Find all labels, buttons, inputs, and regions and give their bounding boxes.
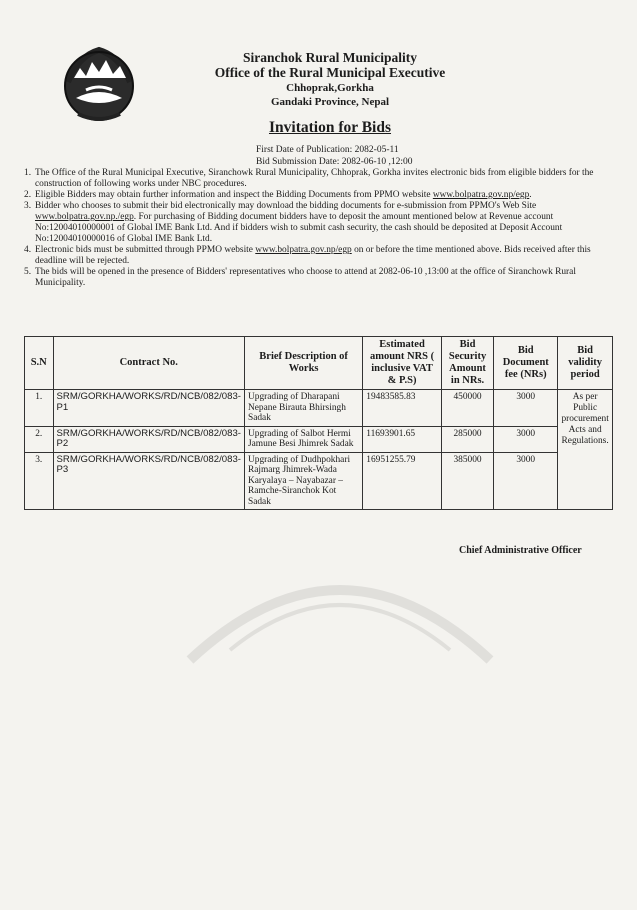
header-validity: Bid validity period bbox=[558, 337, 613, 390]
office-address: Chhoprak,Gorkha bbox=[286, 82, 374, 94]
paragraph-1 bbox=[24, 168, 609, 190]
cell-sn: 1. bbox=[25, 390, 54, 427]
paragraph-text bbox=[35, 190, 609, 201]
paragraph-text bbox=[35, 245, 609, 267]
text-segment: . bbox=[529, 190, 532, 200]
signatory-title: Chief Administrative Officer bbox=[459, 545, 582, 556]
table-header-row bbox=[25, 337, 613, 390]
cell-bid-security: 385000 bbox=[441, 452, 493, 510]
paragraph-3 bbox=[24, 201, 609, 245]
header-document-fee: Bid Document fee (NRs) bbox=[494, 337, 558, 390]
cell-bid-security: 450000 bbox=[441, 390, 493, 427]
cell-document-fee: 3000 bbox=[494, 390, 558, 427]
paragraph-number: 1. bbox=[24, 168, 32, 178]
table-row bbox=[25, 452, 613, 510]
text-segment: Electronic bids must be submitted through PPMO website bbox=[35, 245, 256, 255]
header-estimated-amount: Estimated amount NRS ( inclusive VAT & P.S) bbox=[363, 337, 442, 390]
cell-description: Upgrading of Dudhpokhari Rajmarg Jhimrek-Wada Karyalaya – Nayabazar –Ramche-Siranchok Kot Sadak bbox=[244, 452, 362, 510]
text-segment: Eligible Bidders may obtain further information and inspect the Bidding Documents from PPMO website bbox=[35, 190, 433, 200]
ppmo-link[interactable]: www.bolpatra.gov.np./egp bbox=[35, 212, 134, 222]
text-segment: Bidder who chooses to submit their bid electronically may download the bidding documents for e-submission from PPMO's Web Site bbox=[35, 201, 537, 211]
cell-validity: As per Public procurement Acts and Regulations. bbox=[558, 390, 613, 510]
cell-bid-security: 285000 bbox=[441, 426, 493, 452]
municipality-name: Siranchok Rural Municipality bbox=[242, 50, 418, 65]
table-row bbox=[25, 426, 613, 452]
government-emblem-icon bbox=[58, 42, 140, 124]
bids-table bbox=[24, 336, 613, 510]
paragraph-2 bbox=[24, 190, 609, 201]
paragraph-number: 4. bbox=[24, 245, 32, 255]
cell-sn: 3. bbox=[25, 452, 54, 510]
submission-date: Bid Submission Date: 2082-06-10 ,12:00 bbox=[256, 156, 413, 167]
office-header bbox=[150, 50, 510, 109]
cell-document-fee: 3000 bbox=[494, 452, 558, 510]
paragraph-number: 3. bbox=[24, 201, 32, 211]
notice-paragraphs bbox=[24, 168, 609, 289]
paragraph-text: The Office of the Rural Municipal Executive, Siranchowk Rural Municipality, Chhoprak, Gorkha invites electronic bids from eligible bidders for the construction of following works under NBC procedures. bbox=[35, 168, 594, 189]
cell-document-fee: 3000 bbox=[494, 426, 558, 452]
cell-contract: SRM/GORKHA/WORKS/RD/NCB/082/083-P1 bbox=[53, 390, 244, 427]
cell-description: Upgrading of Salbot Hermi Jamune Besi Jhimrek Sadak bbox=[244, 426, 362, 452]
paragraph-number: 5. bbox=[24, 267, 32, 277]
header-description: Brief Description of Works bbox=[244, 337, 362, 390]
text-segment: . For purchasing of Bidding document bidders have to deposit the amount mentioned below at Revenue account No:12004010000001 of Global IME Bank Ltd. And if bidders wish to submit cash security, the cash should be deposited at Deposit Account No:12004010000016 of Global IME Bank Ltd. bbox=[35, 212, 563, 244]
paragraph-5 bbox=[24, 267, 609, 289]
cell-estimated-amount: 16951255.79 bbox=[363, 452, 442, 510]
watermark-emblem-icon bbox=[170, 540, 510, 680]
cell-sn: 2. bbox=[25, 426, 54, 452]
cell-contract: SRM/GORKHA/WORKS/RD/NCB/082/083-P3 bbox=[53, 452, 244, 510]
cell-contract: SRM/GORKHA/WORKS/RD/NCB/082/083-P2 bbox=[53, 426, 244, 452]
table-row bbox=[25, 390, 613, 427]
paragraph-number: 2. bbox=[24, 190, 32, 200]
office-province: Gandaki Province, Nepal bbox=[270, 96, 390, 108]
paragraph-4 bbox=[24, 245, 609, 267]
text-segment: on or before the time mentioned above. Bids received after this deadline will be rejected. bbox=[35, 245, 591, 266]
cell-estimated-amount: 19483585.83 bbox=[363, 390, 442, 427]
cell-description: Upgrading of Dharapani Nepane Birauta Bhirsingh Sadak bbox=[244, 390, 362, 427]
header-contract: Contract No. bbox=[53, 337, 244, 390]
header-sn: S.N bbox=[25, 337, 54, 390]
ppmo-link[interactable]: www.bolpatra.gov.np/egp bbox=[255, 245, 352, 255]
office-name: Office of the Rural Municipal Executive bbox=[214, 65, 446, 80]
paragraph-text: The bids will be opened in the presence of Bidders' representatives who choose to attend at 2082-06-10 ,13:00 at the office of Siranchowk Rural Municipality. bbox=[35, 267, 576, 288]
paragraph-text bbox=[35, 201, 609, 245]
notice-title: Invitation for Bids bbox=[268, 119, 392, 136]
cell-estimated-amount: 11693901.65 bbox=[363, 426, 442, 452]
header-bid-security: Bid Security Amount in NRs. bbox=[441, 337, 493, 390]
ppmo-link[interactable]: www.bolpatra.gov.np/egp bbox=[432, 190, 530, 200]
publication-date: First Date of Publication: 2082-05-11 bbox=[256, 145, 399, 155]
notice-dates bbox=[256, 145, 413, 168]
